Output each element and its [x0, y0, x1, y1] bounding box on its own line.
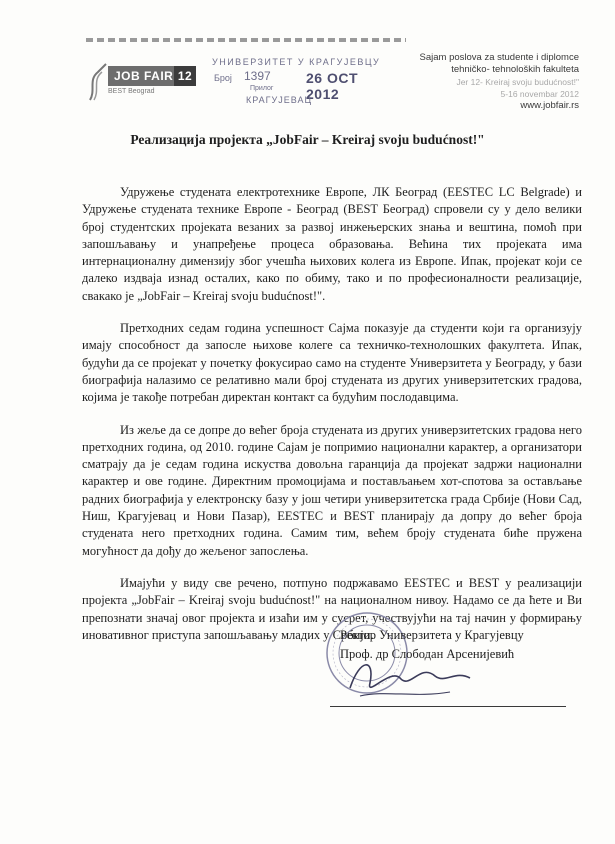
- logo-subtext: BEST Beograd: [108, 88, 155, 95]
- letter-title: Реализација пројекта „JobFair – Kreiraj svoju budućnost!": [130, 132, 485, 147]
- paragraph-3: Из жеље да се допре до већег броја студената из других универзитетских градова него претходних година, од 2010. године Сајам је попримио национални карактер, а организатори сматрају да је седам година искуства довољна гаранција да пројекат задржи национални карактер и ове године. Директним промоцијама и постављањем хот-спотова за остављање радних биографија у електронску базу у још четири универзитетска града Србије (Нови Сад, Ниш, Крагујевац и Нови Пазар), EESTEC и BEST планирају да допру до већег броја студената него претходних година. Самим тим, већем броју студената биће пружена могућност да дођу до жељеног запослења.: [82, 422, 582, 558]
- paragraph-1: Удружење студената електротехнике Европе, ЛК Београд (EESTEC LC Belgrade) и Удружење студената технике Европе - Београд (BEST Београд) спровели су у дело велики број студентских пројеката везаних за развој инжењерских знања и вештина, помоћ при запошљавању и унапређење процеса образовања. Већина тих пројеката има интернационалну димензију због учешћа њихових колега из Европе. Ипак, пројекат који се далеко издваја изнад осталих, како по обиму, тако и по професионалности реализације, свакако је „JobFair – Kreiraj svoju budućnost!".: [82, 185, 582, 303]
- signature-block: [340, 626, 590, 664]
- paragraph-2: Претходних седам година успешност Сајма показује да студенти који га организују имају способност да запосле њихове колеге са техничко-технолошких факултета. Ипак, будући да се пројекат у почетку фокусирао само на студенте Универзитета у Београду, у бази биографија налазимо се релативно мали број студената из других универзитетских градова, којима је такође потребан директан контакт са будућим послодавцима.: [82, 321, 582, 405]
- faint-line-1: Jer 12- Kreiraj svoju budućnost!": [456, 77, 579, 87]
- job-fair-logo: [86, 58, 198, 114]
- faint-line-2: 5-16 novembar 2012: [500, 89, 579, 99]
- letterhead-info: [379, 52, 579, 112]
- logo-text: JOB FAIR 12: [108, 66, 196, 86]
- stamp-number-label: Број: [214, 73, 232, 83]
- stamp-attachment-label: Прилог: [250, 85, 274, 92]
- org-line-2: tehničko- tehnoloških fakulteta: [451, 64, 579, 75]
- signatory-name: Проф. др Слободан Арсенијевић: [340, 647, 515, 661]
- stamp-institution: УНИВЕРЗИТЕТ У КРАГУЈЕВЦУ: [212, 57, 381, 67]
- stamp-city: КРАГУЈЕВАЦ: [246, 95, 313, 105]
- logo-number: 12: [174, 66, 196, 86]
- org-line-1: Sajam poslova za studente i diplomce: [419, 52, 579, 63]
- registry-stamp: [210, 57, 382, 107]
- website: www.jobfair.rs: [520, 100, 579, 111]
- stamp-date: 26 OCT 2012: [306, 70, 359, 102]
- logo-wave-icon: [86, 62, 108, 102]
- letter-body: [82, 184, 582, 659]
- signatory-title: Ректор Универзитета у Крагујевцу: [340, 628, 524, 642]
- stamp-number: 1397: [244, 69, 271, 83]
- decorative-dash-bar: [86, 38, 406, 42]
- paragraph-4: Имајући у виду све речено, потпуно подржавамо EESTEC и BEST у реализацији пројекта „JobFair – Kreiraj svoju budućnost!" на националном нивоу. Надамо се да ћете и Ви препознати значај овог пројекта и изаћи им у сусрет, учествујући на тај начин у формирању иновативног приступа запошљавању младих у Србији.: [82, 575, 582, 642]
- signature-line: [330, 706, 566, 707]
